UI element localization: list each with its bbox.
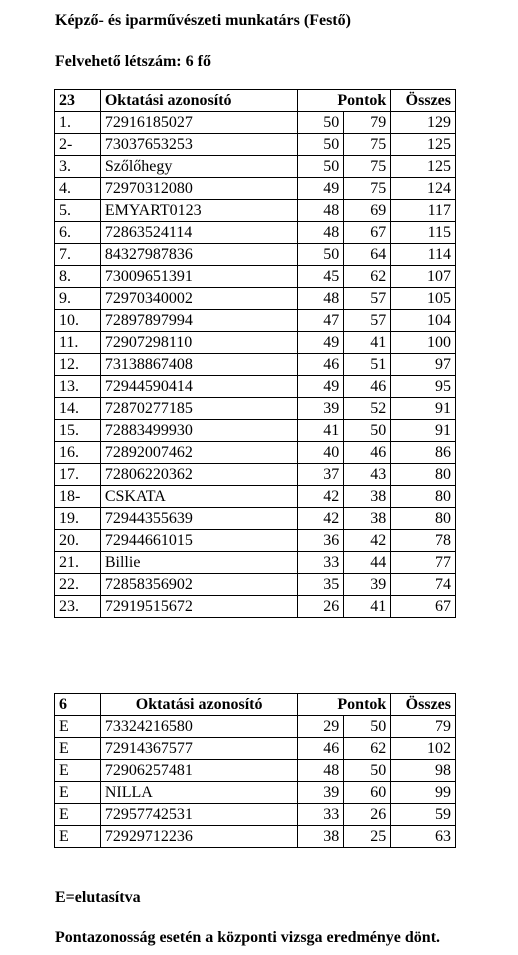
row-points-b: 69 — [344, 200, 391, 222]
row-points-b: 41 — [344, 596, 391, 618]
table-row — [55, 782, 456, 804]
row-rank: 8. — [55, 266, 101, 288]
row-points-b: 67 — [344, 222, 391, 244]
row-points-b: 52 — [344, 398, 391, 420]
row-points-b: 26 — [344, 804, 391, 826]
row-total: 63 — [391, 826, 456, 848]
row-rank: 12. — [55, 354, 101, 376]
row-points-b: 64 — [344, 244, 391, 266]
row-rank: 18- — [55, 486, 101, 508]
table-row — [55, 354, 456, 376]
row-total: 114 — [391, 244, 456, 266]
row-total: 78 — [391, 530, 456, 552]
row-total: 80 — [391, 464, 456, 486]
row-points-a: 42 — [298, 486, 344, 508]
row-points-a: 50 — [298, 244, 344, 266]
table-row — [55, 596, 456, 618]
row-total: 124 — [391, 178, 456, 200]
table-row — [55, 804, 456, 826]
table-row — [55, 398, 456, 420]
row-points-b: 38 — [344, 486, 391, 508]
row-points-a: 36 — [298, 530, 344, 552]
table-row — [55, 112, 456, 134]
row-points-a: 48 — [298, 760, 344, 782]
rejected-table — [54, 693, 456, 848]
table-row — [55, 376, 456, 398]
row-rank: 2- — [55, 134, 101, 156]
row-id: 72929712236 — [100, 826, 298, 848]
row-points-b: 57 — [344, 288, 391, 310]
row-points-b: 43 — [344, 464, 391, 486]
row-rank: E — [55, 716, 101, 738]
row-rank: 14. — [55, 398, 101, 420]
row-id: 72970340002 — [100, 288, 298, 310]
row-total: 125 — [391, 134, 456, 156]
row-rank: 20. — [55, 530, 101, 552]
row-id: 72970312080 — [100, 178, 298, 200]
table-row — [55, 508, 456, 530]
row-rank: 9. — [55, 288, 101, 310]
row-points-a: 49 — [298, 178, 344, 200]
row-total: 74 — [391, 574, 456, 596]
row-points-b: 57 — [344, 310, 391, 332]
row-id: 72892007462 — [100, 442, 298, 464]
row-points-b: 75 — [344, 156, 391, 178]
row-id: 72944661015 — [100, 530, 298, 552]
row-points-b: 79 — [344, 112, 391, 134]
row-rank: 3. — [55, 156, 101, 178]
row-points-a: 26 — [298, 596, 344, 618]
row-total: 99 — [391, 782, 456, 804]
row-points-a: 50 — [298, 112, 344, 134]
row-total: 104 — [391, 310, 456, 332]
row-id: 72883499930 — [100, 420, 298, 442]
row-id: 84327987836 — [100, 244, 298, 266]
ranking-table-body — [55, 112, 456, 618]
row-id: 72919515672 — [100, 596, 298, 618]
table-row — [55, 826, 456, 848]
row-rank: 10. — [55, 310, 101, 332]
header-points: Pontok — [298, 90, 391, 112]
table-row — [55, 442, 456, 464]
row-total: 91 — [391, 420, 456, 442]
row-rank: 13. — [55, 376, 101, 398]
row-points-a: 33 — [298, 804, 344, 826]
table-row — [55, 552, 456, 574]
header-total: Összes — [391, 694, 456, 716]
table-row — [55, 222, 456, 244]
row-points-a: 39 — [298, 398, 344, 420]
row-id: 72944355639 — [100, 508, 298, 530]
row-rank: E — [55, 782, 101, 804]
row-points-a: 47 — [298, 310, 344, 332]
table-row — [55, 716, 456, 738]
row-points-b: 75 — [344, 178, 391, 200]
row-rank: 6. — [55, 222, 101, 244]
row-total: 129 — [391, 112, 456, 134]
rejected-table-body — [55, 716, 456, 848]
row-rank: 11. — [55, 332, 101, 354]
row-total: 95 — [391, 376, 456, 398]
row-points-a: 46 — [298, 354, 344, 376]
row-id: 72870277185 — [100, 398, 298, 420]
row-points-a: 48 — [298, 200, 344, 222]
row-points-a: 38 — [298, 826, 344, 848]
row-points-a: 42 — [298, 508, 344, 530]
row-total: 100 — [391, 332, 456, 354]
row-points-a: 40 — [298, 442, 344, 464]
row-id: 72907298110 — [100, 332, 298, 354]
row-points-b: 42 — [344, 530, 391, 552]
header-count: 6 — [55, 694, 101, 716]
row-points-a: 39 — [298, 782, 344, 804]
row-points-b: 75 — [344, 134, 391, 156]
table-row — [55, 266, 456, 288]
row-total: 86 — [391, 442, 456, 464]
row-id: 73009651391 — [100, 266, 298, 288]
row-points-a: 50 — [298, 156, 344, 178]
row-points-b: 50 — [344, 760, 391, 782]
row-points-b: 60 — [344, 782, 391, 804]
row-rank: E — [55, 826, 101, 848]
row-total: 102 — [391, 738, 456, 760]
row-id: 72916185027 — [100, 112, 298, 134]
row-id: 72944590414 — [100, 376, 298, 398]
row-id: 72863524114 — [100, 222, 298, 244]
table-row — [55, 486, 456, 508]
row-total: 80 — [391, 508, 456, 530]
page-title: Képző- és iparművészeti munkatárs (Festő) — [55, 12, 351, 29]
ranking-table — [54, 89, 456, 618]
row-id: Billie — [100, 552, 298, 574]
tie-rule-note: Pontazonosság esetén a központi vizsga eredménye dönt. — [55, 929, 441, 946]
table-row — [55, 738, 456, 760]
row-id: 72806220362 — [100, 464, 298, 486]
row-total: 117 — [391, 200, 456, 222]
row-points-b: 25 — [344, 826, 391, 848]
row-id: 73037653253 — [100, 134, 298, 156]
row-points-a: 29 — [298, 716, 344, 738]
table-row — [55, 760, 456, 782]
row-rank: 21. — [55, 552, 101, 574]
row-id: 72897897994 — [100, 310, 298, 332]
row-points-b: 38 — [344, 508, 391, 530]
row-total: 59 — [391, 804, 456, 826]
row-points-a: 48 — [298, 288, 344, 310]
row-points-b: 62 — [344, 738, 391, 760]
row-rank: 4. — [55, 178, 101, 200]
row-rank: 19. — [55, 508, 101, 530]
header-id: Oktatási azonosító — [100, 694, 298, 716]
row-rank: 1. — [55, 112, 101, 134]
table-row — [55, 134, 456, 156]
row-id: 72957742531 — [100, 804, 298, 826]
row-rank: 7. — [55, 244, 101, 266]
table-row — [55, 420, 456, 442]
table-row — [55, 464, 456, 486]
row-id: NILLA — [100, 782, 298, 804]
row-rank: E — [55, 738, 101, 760]
row-id: 72858356902 — [100, 574, 298, 596]
table-row — [55, 574, 456, 596]
table-row — [55, 288, 456, 310]
row-points-a: 50 — [298, 134, 344, 156]
row-rank: 23. — [55, 596, 101, 618]
row-points-a: 49 — [298, 376, 344, 398]
row-points-a: 49 — [298, 332, 344, 354]
header-total: Összes — [391, 90, 456, 112]
row-id: EMYART0123 — [100, 200, 298, 222]
row-rank: E — [55, 760, 101, 782]
row-points-b: 41 — [344, 332, 391, 354]
row-total: 115 — [391, 222, 456, 244]
row-points-b: 44 — [344, 552, 391, 574]
row-points-b: 50 — [344, 716, 391, 738]
row-rank: 17. — [55, 464, 101, 486]
row-total: 80 — [391, 486, 456, 508]
row-rank: 16. — [55, 442, 101, 464]
legend-text: E=elutasítva — [55, 889, 141, 906]
row-points-b: 46 — [344, 376, 391, 398]
header-points: Pontok — [298, 694, 391, 716]
row-rank: E — [55, 804, 101, 826]
table-row — [55, 156, 456, 178]
row-points-a: 48 — [298, 222, 344, 244]
row-total: 91 — [391, 398, 456, 420]
table-row — [55, 310, 456, 332]
row-rank: 15. — [55, 420, 101, 442]
row-total: 97 — [391, 354, 456, 376]
row-points-a: 35 — [298, 574, 344, 596]
table-row — [55, 178, 456, 200]
row-total: 98 — [391, 760, 456, 782]
row-total: 79 — [391, 716, 456, 738]
row-points-b: 50 — [344, 420, 391, 442]
row-points-b: 39 — [344, 574, 391, 596]
row-total: 107 — [391, 266, 456, 288]
row-points-a: 37 — [298, 464, 344, 486]
row-points-a: 33 — [298, 552, 344, 574]
table-row — [55, 530, 456, 552]
row-id: 72906257481 — [100, 760, 298, 782]
row-points-a: 45 — [298, 266, 344, 288]
table-header-row — [55, 694, 456, 716]
row-rank: 22. — [55, 574, 101, 596]
row-points-b: 46 — [344, 442, 391, 464]
row-rank: 5. — [55, 200, 101, 222]
row-id: Szőlőhegy — [100, 156, 298, 178]
header-id: Oktatási azonosító — [100, 90, 298, 112]
row-points-b: 62 — [344, 266, 391, 288]
row-total: 105 — [391, 288, 456, 310]
capacity-label: Felvehető létszám: 6 fő — [55, 53, 211, 70]
table-row — [55, 332, 456, 354]
table-row — [55, 244, 456, 266]
row-total: 125 — [391, 156, 456, 178]
row-points-a: 46 — [298, 738, 344, 760]
row-id: CSKATA — [100, 486, 298, 508]
table-row — [55, 200, 456, 222]
row-id: 72914367577 — [100, 738, 298, 760]
row-points-a: 41 — [298, 420, 344, 442]
row-total: 67 — [391, 596, 456, 618]
table-header-row — [55, 90, 456, 112]
row-id: 73138867408 — [100, 354, 298, 376]
header-count: 23 — [55, 90, 101, 112]
row-total: 77 — [391, 552, 456, 574]
row-id: 73324216580 — [100, 716, 298, 738]
row-points-b: 51 — [344, 354, 391, 376]
